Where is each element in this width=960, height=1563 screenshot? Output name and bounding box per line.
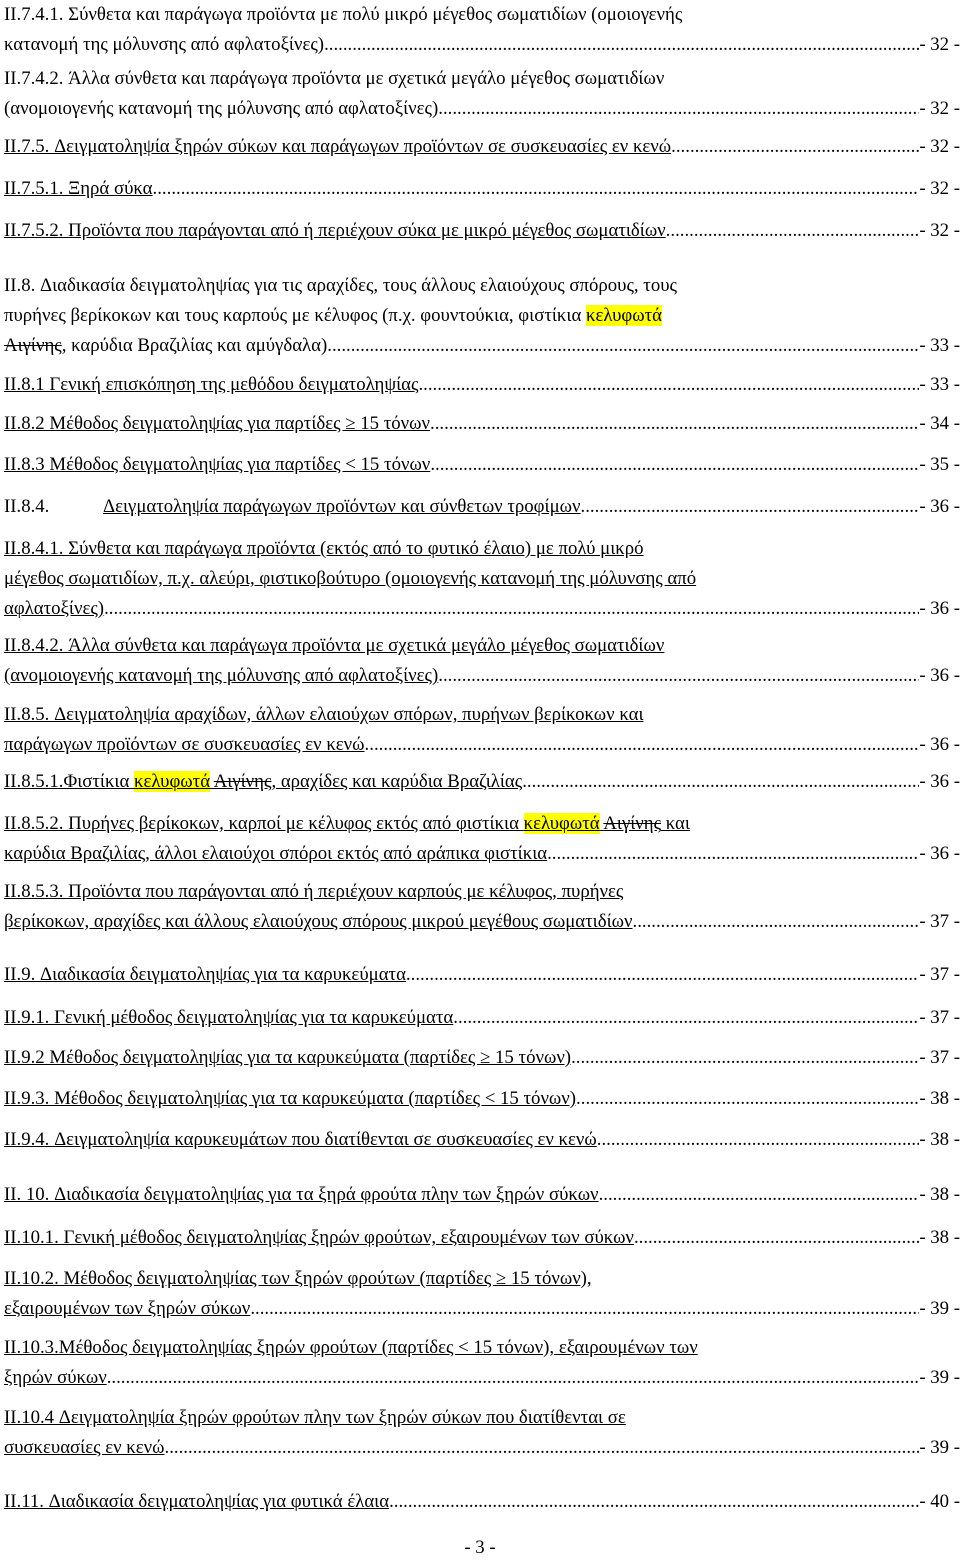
toc-entry-text: (ανομοιογενής κατανομή της μόλυνσης από αφλατοξίνες)	[4, 98, 439, 119]
toc-entry-text: , καρύδια Βραζιλίας και αμύγδαλα)	[61, 335, 328, 356]
page-ref: - 35 -	[919, 454, 960, 475]
dot-leader	[547, 839, 919, 869]
toc-entry-text: II.9.4. Δειγματοληψία καρυκευμάτων που διατίθενται σε συσκευασίες εν κενώ	[4, 1129, 597, 1150]
dot-leader	[633, 907, 920, 937]
toc-entry[interactable]	[4, 450, 960, 480]
toc-entry[interactable]	[4, 1333, 960, 1393]
toc-entry[interactable]	[4, 174, 960, 204]
highlighted-text: κελυφωτά	[523, 813, 600, 834]
page-ref: - 32 -	[919, 178, 960, 199]
toc-entry[interactable]	[4, 631, 960, 691]
page-ref: - 32 -	[919, 34, 960, 55]
toc-entry-text: μέγεθος σωματιδίων, π.χ. αλεύρι, φιστικοβούτυρο (ομοιογενής κατανομή της μόλυνσης από	[4, 568, 697, 589]
toc-entry-text: II.10.3.Μέθοδος δειγματοληψίας ξηρών φρούτων (παρτίδες < 15 τόνων), εξαιρουμένων των	[4, 1337, 698, 1358]
toc-entry-text: II.8.5.2. Πυρήνες βερίκοκων, καρποί με κέλυφος εκτός από φιστίκια	[4, 813, 524, 834]
page-ref: - 36 -	[919, 598, 960, 619]
highlighted-text: κελυφωτά	[586, 305, 663, 326]
toc-entry-text: II.8. Διαδικασία δειγματοληψίας για τις αραχίδες, τους άλλους ελαιούχους σπόρους, τους	[4, 275, 677, 296]
dot-leader	[327, 331, 919, 361]
toc-entry-text: II.7.5. Δειγματοληψία ξηρών σύκων και παράγωγων προϊόντων σε συσκευασίες εν κενώ	[4, 136, 672, 157]
page-ref: - 39 -	[919, 1298, 960, 1319]
page-ref: - 38 -	[919, 1184, 960, 1205]
page-ref: - 34 -	[919, 413, 960, 434]
toc-entry-text: II.8.3 Μέθοδος δειγματοληψίας για παρτίδες < 15 τόνων	[4, 454, 431, 475]
toc-entry-text: II.8.4.2. Άλλα σύνθετα και παράγωγα προϊόντα με σχετικά μεγάλο μέγεθος σωματιδίων	[4, 635, 665, 656]
toc-entry-text: πυρήνες βερίκοκων και τους καρπούς με κέλυφος (π.χ. φουντούκια, φιστίκια	[4, 305, 582, 326]
dot-leader	[599, 1180, 920, 1210]
toc-entry-text: II.8.5.3. Προϊόντα που παράγονται από ή περιέχουν καρπούς με κέλυφος, πυρήνες	[4, 881, 624, 902]
page-ref: - 40 -	[919, 1491, 960, 1512]
toc-entry-text: συσκευασίες εν κενώ	[4, 1437, 165, 1458]
dot-leader	[438, 661, 919, 691]
toc-entry-text: II.8.5.1.Φιστίκια	[4, 771, 135, 792]
toc-entry[interactable]	[4, 0, 960, 60]
struck-text: Αιγίνης	[213, 771, 272, 792]
dot-leader	[104, 594, 919, 624]
toc-entry-text: ξηρών σύκων	[4, 1367, 107, 1388]
toc-entry-text: II.8.4.1. Σύνθετα και παράγωγα προϊόντα (εκτός από το φυτικό έλαιο) με πολύ μικρό	[4, 538, 644, 559]
toc-entry-text: (ανομοιογενής κατανομή της μόλυνσης από αφλατοξίνες)	[4, 665, 439, 686]
dot-leader	[666, 216, 920, 246]
toc-entry[interactable]	[4, 534, 960, 624]
page-ref: - 39 -	[919, 1367, 960, 1388]
toc-entry-text: II.8.5. Δειγματοληψία αραχίδων, άλλων ελαιούχων σπόρων, πυρήνων βερίκοκων και	[4, 704, 644, 725]
toc-entry[interactable]	[4, 216, 960, 246]
toc-entry-text: εξαιρουμένων των ξηρών σύκων	[4, 1298, 251, 1319]
toc-entry[interactable]	[4, 1003, 960, 1033]
toc-entry-text: Δειγματοληψία παράγωγων προϊόντων και σύνθετων τροφίμων	[103, 496, 581, 517]
dot-leader	[453, 1003, 919, 1033]
page-ref: - 37 -	[919, 964, 960, 985]
dot-leader	[324, 30, 919, 60]
toc-entry[interactable]	[4, 492, 960, 522]
dot-leader	[430, 450, 919, 480]
dot-leader	[406, 960, 919, 990]
page-ref: - 36 -	[919, 665, 960, 686]
toc-entry-text: II.10.1. Γενική μέθοδος δειγματοληψίας ξηρών φρούτων, εξαιρουμένων των σύκων	[4, 1227, 634, 1248]
toc-entry[interactable]	[4, 809, 960, 869]
page-ref: - 36 -	[919, 496, 960, 517]
toc-entry-number: II.8.4.	[4, 496, 50, 517]
toc-entry-text: II.9.1. Γενική μέθοδος δειγματοληψίας για τα καρυκεύματα	[4, 1007, 454, 1028]
dot-leader	[671, 132, 919, 162]
toc-entry-text: , αραχίδες και καρύδια Βραζιλίας	[271, 771, 523, 792]
toc-entry-text: II.11. Διαδικασία δειγματοληψίας για φυτικά έλαια	[4, 1491, 390, 1512]
highlighted-text: κελυφωτά	[134, 771, 211, 792]
toc-entry[interactable]	[4, 1125, 960, 1155]
toc-entry-text: καρύδια Βραζιλίας, άλλοι ελαιούχοι σπόροι εκτός από αράπικα φιστίκια	[4, 843, 548, 864]
struck-text: Αιγίνης	[603, 813, 662, 834]
struck-text: Αιγίνης	[4, 335, 62, 356]
toc-entry-text: αφλατοξίνες)	[4, 598, 105, 619]
dot-leader	[634, 1223, 919, 1253]
page-ref: - 37 -	[919, 1047, 960, 1068]
toc-entry-text: II.8.2 Μέθοδος δειγματοληψίας για παρτίδες ≥ 15 τόνων	[4, 413, 431, 434]
toc-entry-text: II.10.2. Μέθοδος δειγματοληψίας των ξηρών φρούτων (παρτίδες ≥ 15 τόνων),	[4, 1268, 592, 1289]
dot-leader	[522, 767, 919, 797]
dot-leader	[365, 730, 920, 760]
toc-entry[interactable]	[4, 1180, 960, 1210]
dot-leader	[430, 409, 919, 439]
toc-entry[interactable]	[4, 370, 960, 400]
page-ref: - 38 -	[919, 1227, 960, 1248]
dot-leader	[107, 1363, 920, 1393]
page-ref: - 32 -	[919, 98, 960, 119]
page-ref: - 37 -	[919, 1007, 960, 1028]
toc-entry-text: παράγωγων προϊόντων σε συσκευασίες εν κενώ	[4, 734, 365, 755]
toc-entry-text: II.7.4.1. Σύνθετα και παράγωγα προϊόντα με πολύ μικρό μέγεθος σωματιδίων (ομοιογενής	[4, 4, 683, 25]
toc-entry[interactable]	[4, 1223, 960, 1253]
page-ref: - 37 -	[919, 911, 960, 932]
toc-entry[interactable]	[4, 700, 960, 760]
page-ref: - 33 -	[919, 374, 960, 395]
toc-entry[interactable]	[4, 1403, 960, 1463]
toc-entry[interactable]	[4, 1084, 960, 1114]
page-ref: - 39 -	[919, 1437, 960, 1458]
dot-leader	[165, 1433, 920, 1463]
toc-entry[interactable]	[4, 1043, 960, 1073]
toc-entry-text: II.10.4 Δειγματοληψία ξηρών φρούτων πλην των ξηρών σύκων που διατίθενται σε	[4, 1407, 626, 1428]
dot-leader	[597, 1125, 920, 1155]
toc-entry-text: II.8.1 Γενική επισκόπηση της μεθόδου δειγματοληψίας	[4, 374, 419, 395]
toc-entry-text: κατανομή της μόλυνσης από αφλατοξίνες)	[4, 34, 325, 55]
toc-entry-text: II.9.2 Μέθοδος δειγματοληψίας για τα καρυκεύματα (παρτίδες ≥ 15 τόνων)	[4, 1047, 572, 1068]
page-ref: - 36 -	[919, 771, 960, 792]
toc-entry[interactable]	[4, 960, 960, 990]
dot-leader	[389, 1487, 919, 1517]
dot-leader	[571, 1043, 919, 1073]
toc-entry[interactable]	[4, 271, 960, 361]
page-ref: - 36 -	[919, 843, 960, 864]
page-ref: - 33 -	[919, 335, 960, 356]
page-ref: - 32 -	[919, 220, 960, 241]
toc-entry-text: II.7.4.2. Άλλα σύνθετα και παράγωγα προϊόντα με σχετικά μεγάλο μέγεθος σωματιδίων	[4, 68, 665, 89]
toc-entry-text: και	[661, 813, 690, 834]
dot-leader	[250, 1294, 919, 1324]
toc-entry-text: βερίκοκων, αραχίδες και άλλους ελαιούχους σπόρους μικρού μεγέθους σωματιδίων	[4, 911, 633, 932]
toc-entry[interactable]	[4, 64, 960, 124]
page-ref: - 38 -	[919, 1129, 960, 1150]
toc-entry[interactable]	[4, 132, 960, 162]
page-ref: - 36 -	[919, 734, 960, 755]
page-number: - 3 -	[464, 1537, 496, 1558]
page-ref: - 38 -	[919, 1088, 960, 1109]
toc-entry-text: II.9.3. Μέθοδος δειγματοληψίας για τα καρυκεύματα (παρτίδες < 15 τόνων)	[4, 1088, 577, 1109]
toc-entry-text: II. 10. Διαδικασία δειγματοληψίας για τα ξηρά φρούτα πλην των ξηρών σύκων	[4, 1184, 599, 1205]
toc-entry[interactable]	[4, 409, 960, 439]
toc-entry[interactable]	[4, 1487, 960, 1517]
dot-leader	[576, 1084, 919, 1114]
toc-entry[interactable]	[4, 767, 960, 797]
toc-entry[interactable]	[4, 1264, 960, 1324]
toc-entry[interactable]	[4, 877, 960, 937]
toc-entry-text: II.7.5.2. Προϊόντα που παράγονται από ή περιέχουν σύκα με μικρό μέγεθος σωματιδίων	[4, 220, 666, 241]
dot-leader	[581, 492, 920, 522]
toc-entry-text: II.9. Διαδικασία δειγματοληψίας για τα καρυκεύματα	[4, 964, 406, 985]
dot-leader	[153, 174, 920, 204]
dot-leader	[418, 370, 919, 400]
page-ref: - 32 -	[919, 136, 960, 157]
dot-leader	[438, 94, 919, 124]
toc-entry-text: II.7.5.1. Ξηρά σύκα	[4, 178, 153, 199]
